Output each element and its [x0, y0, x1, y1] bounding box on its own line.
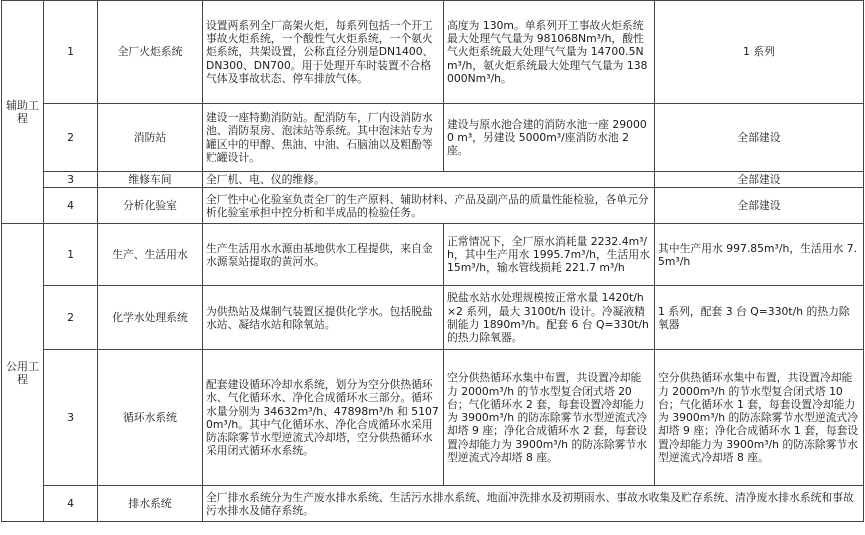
construction-content: 设置两系列全厂高架火炬，每系列包括一个开工事故火炬系统，一个酸性气火炬系统，一个氨火炬系统，共架设置，公称直径分别是DN1400、DN300、DN700。用于处理开车时装置不合格气体及事故状态、停车排放气体。 — [203, 1, 444, 104]
table-row — [2, 350, 864, 486]
construction-content: 全厂机、电、仪的维修。 — [203, 172, 655, 188]
scale-cell: 1 系列，配套 3 台 Q=330t/h 的热力除氧器 — [655, 286, 864, 350]
row-number: 1 — [44, 1, 98, 104]
row-number: 2 — [44, 104, 98, 172]
capacity-cell: 空分供热循环水集中布置，共设置冷却能力 2000m³/h 的节水型复合闭式塔 20 台；气化循环水 2 套，每套设置冷却能力为 3900m³/h 的防冻除雾节水型逆流式冷却塔 9 座；净化合成循环水 2 套，每套设置冷却能力为 3900m³/h 的防冻除雾节水型逆流式冷却塔 8 座。 — [444, 350, 655, 486]
capacity-cell: 正常情况下，全厂原水消耗量 2232.4m³/h，其中生产用水 1995.7m³/h，生活用水 15m³/h，输水管线损耗 221.7 m³/h — [444, 224, 655, 286]
scale-cell: 全部建设 — [655, 172, 864, 188]
row-number: 1 — [44, 224, 98, 286]
scale-cell: 其中生产用水 997.85m³/h，生活用水 7.5m³/h — [655, 224, 864, 286]
row-number: 3 — [44, 350, 98, 486]
project-composition-table — [1, 0, 864, 522]
facility-name: 分析化验室 — [98, 188, 203, 224]
scale-cell: 全部建设 — [655, 104, 864, 172]
facility-name: 生产、生活用水 — [98, 224, 203, 286]
capacity-cell: 高度为 130m。单系列开工事故火炬系统最大处理气气量为 981068Nm³/h，酸性气火炬系统最大处理气气量为 14700.5Nm³/h，氨火炬系统最大处理气气量为 138000Nm³/h。 — [444, 1, 655, 104]
table-row — [2, 104, 864, 172]
table-row — [2, 286, 864, 350]
category-cell: 辅助工程 — [2, 1, 44, 224]
scale-cell: 空分供热循环水集中布置，共设置冷却能力 2000m³/h 的节水型复合闭式塔 10 台；气化循环水 1 套，每套设置冷却能力为 3900m³/h 的防冻除雾节水型逆流式冷却塔 9 座；净化合成循环水 1 套，每套设置冷却能力为 3900m³/h 的防冻除雾节水型逆流式冷却塔 8 座。 — [655, 350, 864, 486]
capacity-cell: 脱盐水站水处理规模按正常水量 1420t/h×2 系列，最大 3100t/h 设计。冷凝液精制能力 1890m³/h。配套 6 台 Q=330t/h 的热力除氧器。 — [444, 286, 655, 350]
facility-name: 排水系统 — [98, 486, 203, 522]
table-row — [2, 188, 864, 224]
table-row — [2, 486, 864, 522]
capacity-cell: 建设与原水池合建的消防水池一座 290000 m³，另建设 5000m³/座消防水池 2 座。 — [444, 104, 655, 172]
construction-content: 为供热站及煤制气装置区提供化学水。包括脱盐水站、凝结水站和除氧站。 — [203, 286, 444, 350]
facility-name: 维修车间 — [98, 172, 203, 188]
table-row — [2, 172, 864, 188]
table-row — [2, 1, 864, 104]
scale-cell: 全部建设 — [655, 188, 864, 224]
row-number: 4 — [44, 486, 98, 522]
facility-name: 化学水处理系统 — [98, 286, 203, 350]
category-cell: 公用工程 — [2, 224, 44, 522]
scale-cell: 1 系列 — [655, 1, 864, 104]
construction-content: 全厂排水系统分为生产废水排水系统、生活污水排水系统、地面冲洗排水及初期雨水、事故水收集及贮存系统、清净废水排水系统和事故污水排水及储存系统。 — [203, 486, 864, 522]
construction-content: 配套建设循环冷却水系统，划分为空分供热循环水、气化循环水、净化合成循环水三部分。循环水量分别为 34632m³/h、47898m³/h 和 51070m³/h。其中气化循环水、净化合成循环水采用防冻除雾节水型逆流式冷却塔，空分供热循环水采用闭式循环水系统。 — [203, 350, 444, 486]
construction-content: 建设一座特勤消防站。配消防车，厂内设消防水池、消防泵房、泡沫站等系统。其中泡沫站专为罐区中的甲醇、焦油、中油、石脑油以及粗酚等贮罐设计。 — [203, 104, 444, 172]
row-number: 2 — [44, 286, 98, 350]
facility-name: 消防站 — [98, 104, 203, 172]
table-row — [2, 224, 864, 286]
row-number: 4 — [44, 188, 98, 224]
construction-content: 生产生活用水水源由基地供水工程提供，来自金水源泵站提取的黄河水。 — [203, 224, 444, 286]
construction-content: 全厂性中心化验室负责全厂的生产原料、辅助材料、产品及副产品的质量性能检验，各单元分析化验室承担中控分析和半成品的检验任务。 — [203, 188, 655, 224]
facility-name: 循环水系统 — [98, 350, 203, 486]
facility-name: 全厂火炬系统 — [98, 1, 203, 104]
row-number: 3 — [44, 172, 98, 188]
